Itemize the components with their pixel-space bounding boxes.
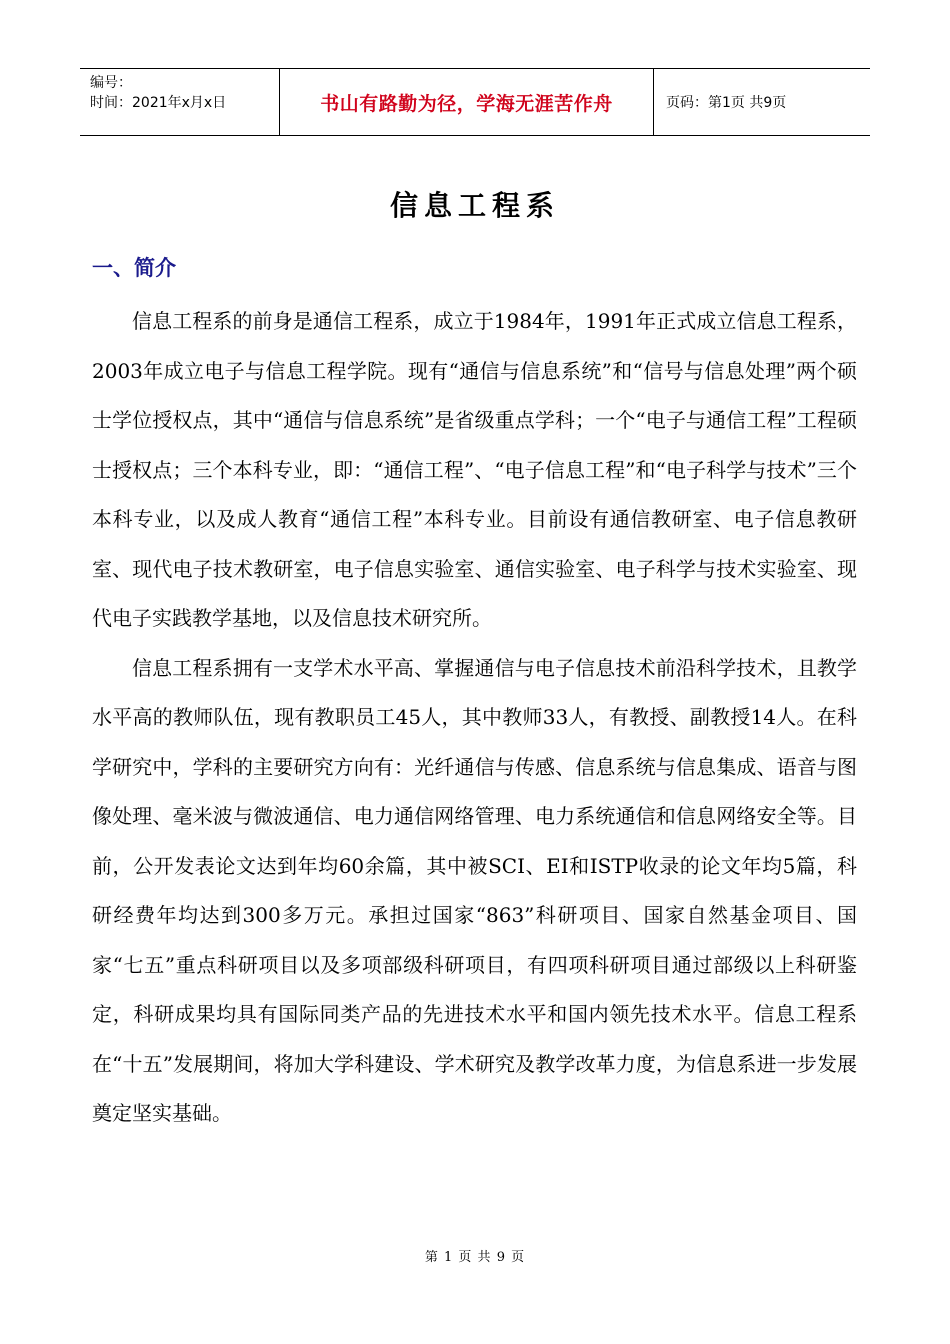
- header-page-info: 页码：第1页 共9页: [666, 95, 787, 111]
- page-footer: 第 1 页 共 9 页: [424, 1250, 526, 1265]
- paragraph-1: 信息工程系的前身是通信工程系，成立于1984年，1991年正式成立信息工程系，2003年成立电子与信息工程学院。现有“通信与信息系统”和“信号与信息处理”两个硕士学位授权点，其中“通信与信息系统”是省级重点学科；一个“电子与通信工程”工程硕士授权点；三个本科专业，即：“通信工程”、“电子信息工程”和“电子科学与技术”三个本科专业，以及成人教育“通信工程”本科专业。目前设有通信教研室、电子信息教研室、现代电子技术教研室，电子信息实验室、通信实验室、电子科学与技术实验室、现代电子实践教学基地，以及信息技术研究所。: [92, 309, 857, 630]
- header-motto: 书山有路勤为径，学海无涯苦作舟: [280, 69, 654, 135]
- header-table: [80, 68, 870, 136]
- date-label: 时间：2021年x月x日: [90, 95, 227, 111]
- header-meta-cell: [80, 69, 280, 135]
- section-heading-intro: 一、简介: [92, 256, 176, 280]
- document-title: 信息工程系: [389, 189, 560, 222]
- number-label: 编号：: [90, 75, 132, 91]
- body-text: [92, 297, 857, 1139]
- paragraph-2: 信息工程系拥有一支学术水平高、掌握通信与电子信息技术前沿科学技术，且教学水平高的教师队伍，现有教职员工45人，其中教师33人，有教授、副教授14人。在科学研究中，学科的主要研究方向有：光纤通信与传感、信息系统与信息集成、语音与图像处理、毫米波与微波通信、电力通信网络管理、电力系统通信和信息网络安全等。目前，公开发表论文达到年均60余篇，其中被SCI、EI和ISTP收录的论文年均5篇，科研经费年均达到300多万元。承担过国家“863”科研项目、国家自然基金项目、国家“七五”重点科研项目以及多项部级科研项目，有四项科研项目通过部级以上科研鉴定，科研成果均具有国际同类产品的先进技术水平和国内领先技术水平。信息工程系在“十五”发展期间，将加大学科建设、学术研究及教学改革力度，为信息系进一步发展奠定坚实基础。: [92, 655, 857, 1125]
